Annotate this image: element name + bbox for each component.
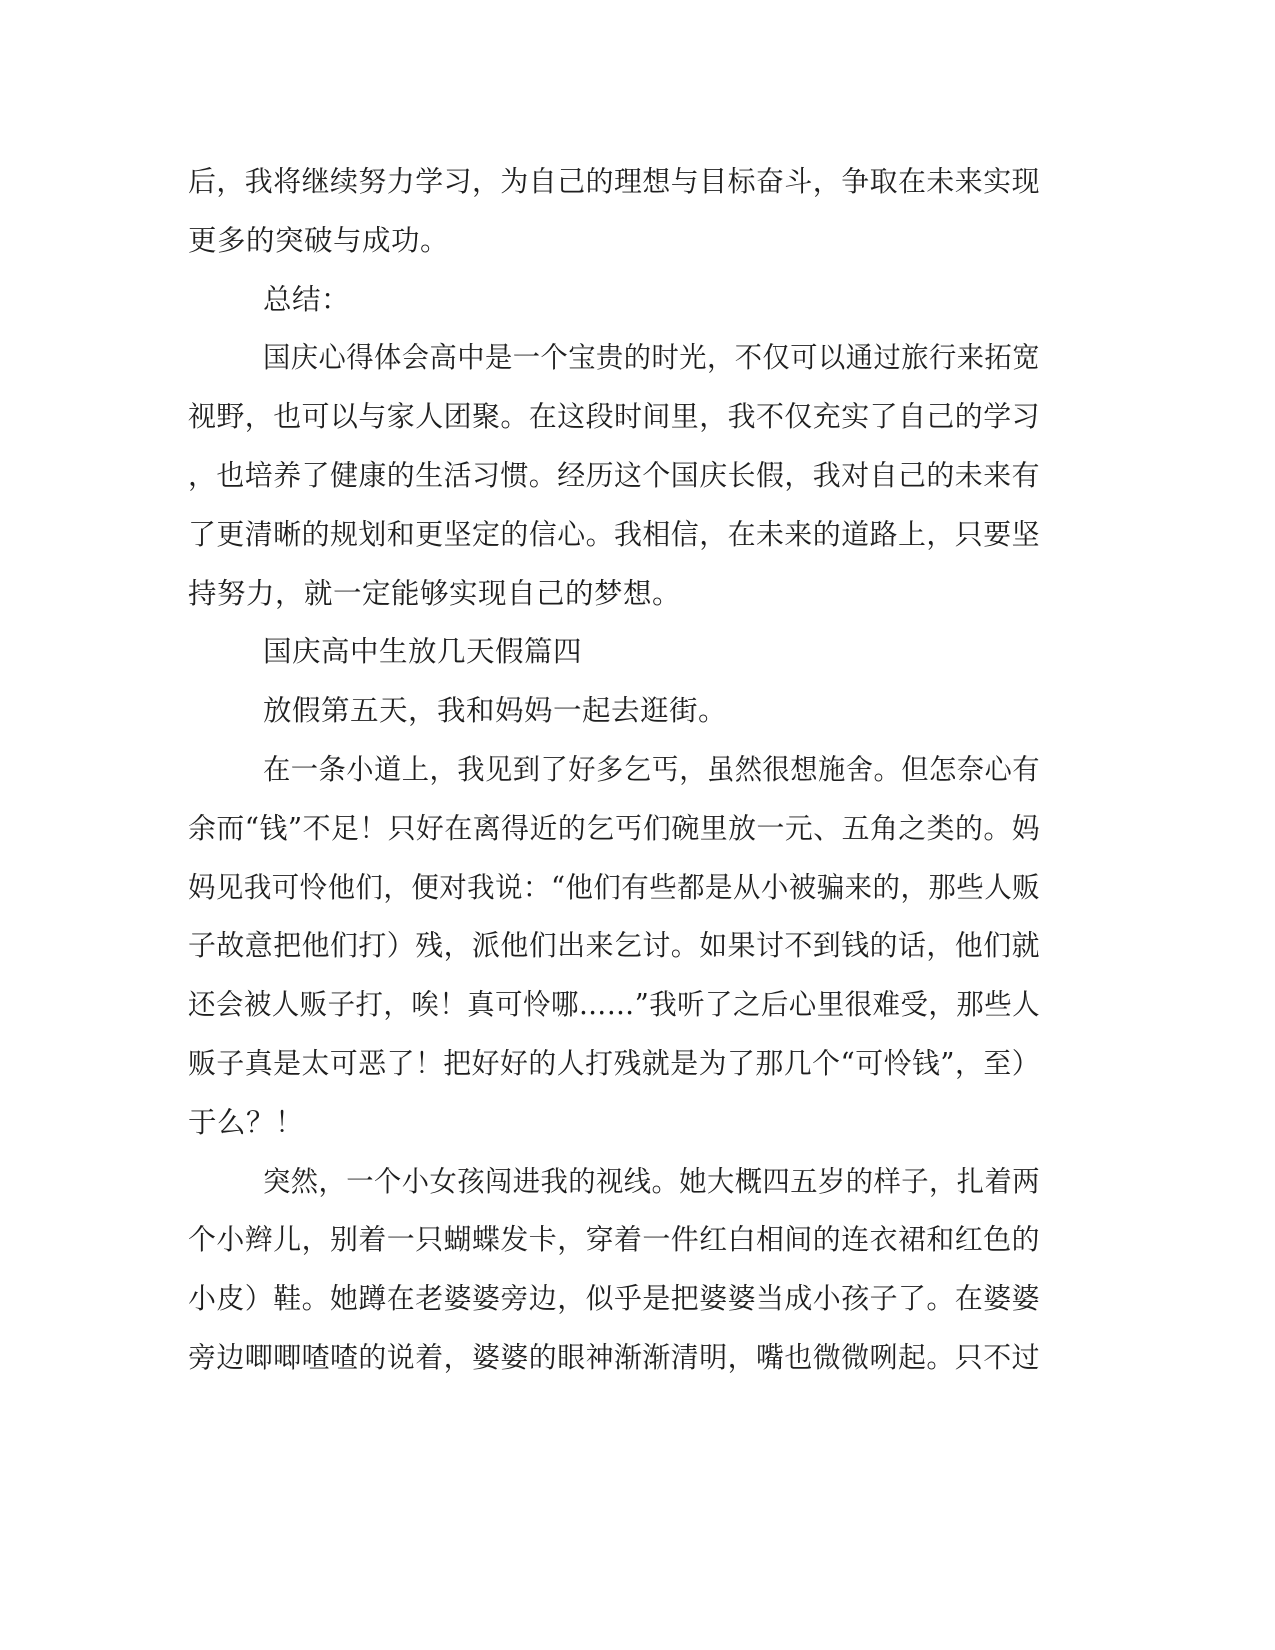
section-heading: 总结：: [263, 283, 351, 316]
text-line: 还会被人贩子打，唉！真可怜哪……”我听了之后心里很难受，那些人: [188, 988, 1041, 1021]
text-line: 子故意把他们打）残，派他们出来乞讨。如果讨不到钱的话，他们就: [188, 929, 1041, 962]
text-line: 旁边唧唧喳喳的说着，婆婆的眼神渐渐清明，嘴也微微咧起。只不过: [188, 1341, 1041, 1374]
text-line: 突然，一个小女孩闯进我的视线。她大概四五岁的样子，扎着两: [263, 1165, 1041, 1198]
text-line: 于么？！: [188, 1106, 305, 1139]
text-line: 持努力，就一定能够实现自己的梦想。: [188, 577, 682, 610]
section-heading: 国庆高中生放几天假篇四: [263, 635, 583, 668]
text-line: 视野，也可以与家人团聚。在这段时间里，我不仅充实了自己的学习: [188, 400, 1041, 433]
text-line: 放假第五天，我和妈妈一起去逛街。: [263, 694, 728, 727]
text-line: 国庆心得体会高中是一个宝贵的时光，不仅可以通过旅行来拓宽: [263, 341, 1041, 374]
text-line: 贩子真是太可恶了！把好好的人打残就是为了那几个“可怜钱”，至）: [188, 1047, 1041, 1080]
text-line: 妈见我可怜他们，便对我说：“他们有些都是从小被骗来的，那些人贩: [188, 871, 1041, 904]
text-line: 更多的突破与成功。: [188, 224, 450, 257]
text-line: 在一条小道上，我见到了好多乞丐，虽然很想施舍。但怎奈心有: [263, 753, 1041, 786]
text-line: 了更清晰的规划和更坚定的信心。我相信，在未来的道路上，只要坚: [188, 518, 1041, 551]
text-line: ，也培养了健康的生活习惯。经历这个国庆长假，我对自己的未来有: [188, 459, 1041, 492]
text-line: 小皮）鞋。她蹲在老婆婆旁边，似乎是把婆婆当成小孩子了。在婆婆: [188, 1282, 1041, 1315]
text-line: 余而“钱”不足！只好在离得近的乞丐们碗里放一元、五角之类的。妈: [188, 812, 1041, 845]
text-line: 个小辫儿，别着一只蝴蝶发卡，穿着一件红白相间的连衣裙和红色的: [188, 1223, 1041, 1256]
text-line: 后，我将继续努力学习，为自己的理想与目标奋斗，争取在未来实现: [188, 165, 1041, 198]
